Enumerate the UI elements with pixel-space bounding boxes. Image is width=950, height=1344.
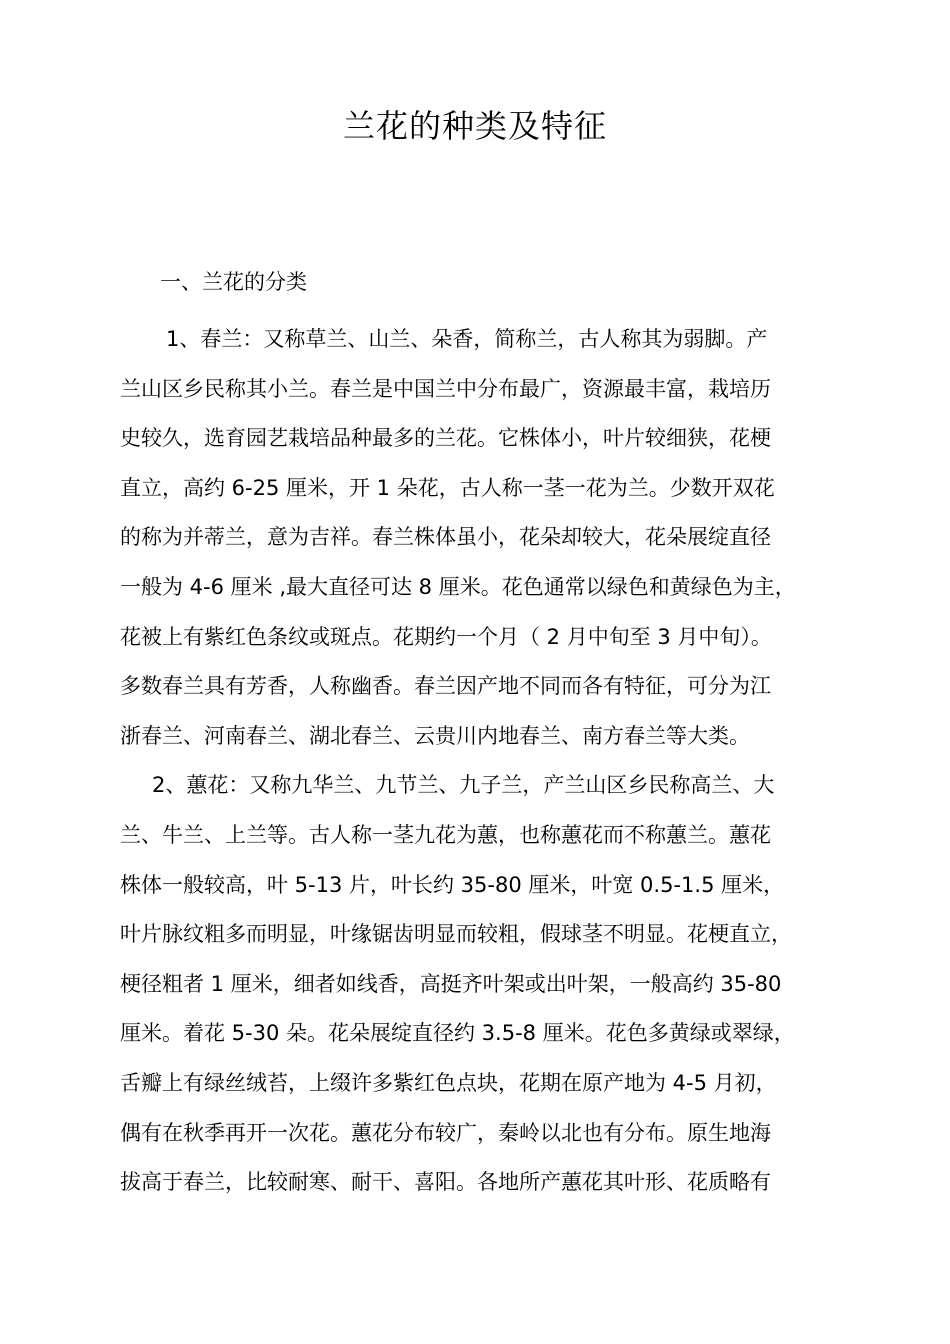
- paragraph-line: 花被上有紫红色条纹或斑点。花期约一个月（ 2 月中旬至 3 月中旬）。: [120, 624, 772, 649]
- body-text: [120, 315, 820, 1208]
- paragraph-line: 浙春兰、河南春兰、湖北春兰、云贵川内地春兰、南方春兰等大类。: [120, 723, 750, 748]
- paragraph-line: 1、春兰：又称草兰、山兰、朵香，简称兰，古人称其为弱脚。产: [166, 327, 768, 351]
- section-heading: 一、兰花的分类: [160, 270, 307, 294]
- paragraph-line: 叶片脉纹粗多而明显，叶缘锯齿明显而较粗，假球茎不明显。花梗直立，: [120, 922, 792, 947]
- paragraph-line: 史较久，选育园艺栽培品种最多的兰花。它株体小，叶片较细狭，花梗: [120, 426, 771, 451]
- paragraph-line: 直立，高约 6-25 厘米，开 1 朵花，古人称一茎一花为兰。少数开双花: [120, 475, 775, 500]
- paragraph-line: 舌瓣上有绿丝绒苔，上缀许多紫红色点块，花期在原产地为 4-5 月初，: [120, 1070, 777, 1095]
- paragraph-line: 多数春兰具有芳香，人称幽香。春兰因产地不同而各有特征，可分为江: [120, 674, 771, 699]
- paragraph-line: 株体一般较高，叶 5-13 片，叶长约 35-80 厘米，叶宽 0.5-1.5 厘米，: [120, 872, 785, 897]
- paragraph-line: 兰山区乡民称其小兰。春兰是中国兰中分布最广，资源最丰富，栽培历: [120, 376, 771, 401]
- paragraph-line: 厘米。着花 5-30 朵。花朵展绽直径约 3.5-8 厘米。花色多黄绿或翠绿，: [120, 1021, 795, 1046]
- paragraph-line: 兰、牛兰、上兰等。古人称一茎九花为蕙，也称蕙花而不称蕙兰。蕙花: [120, 822, 771, 847]
- paragraph-line: 梗径粗者 1 厘米，细者如线香，高挺齐叶架或出叶架，一般高约 35-80: [120, 971, 782, 996]
- document-title: 兰花的种类及特征: [342, 107, 607, 145]
- paragraph-line: 偶有在秋季再开一次花。蕙花分布较广，秦岭以北也有分布。原生地海: [120, 1120, 771, 1145]
- paragraph-line: 2、蕙花：又称九华兰、九节兰、九子兰，产兰山区乡民称高兰、大: [152, 773, 775, 798]
- paragraph-line: 一般为 4-6 厘米 ,最大直径可达 8 厘米。花色通常以绿色和黄绿色为主，: [120, 574, 796, 599]
- paragraph-line: 拔高于春兰，比较耐寒、耐干、喜阳。各地所产蕙花其叶形、花质略有: [120, 1170, 771, 1195]
- paragraph-line: 的称为并蒂兰，意为吉祥。春兰株体虽小，花朵却较大，花朵展绽直径: [120, 525, 771, 550]
